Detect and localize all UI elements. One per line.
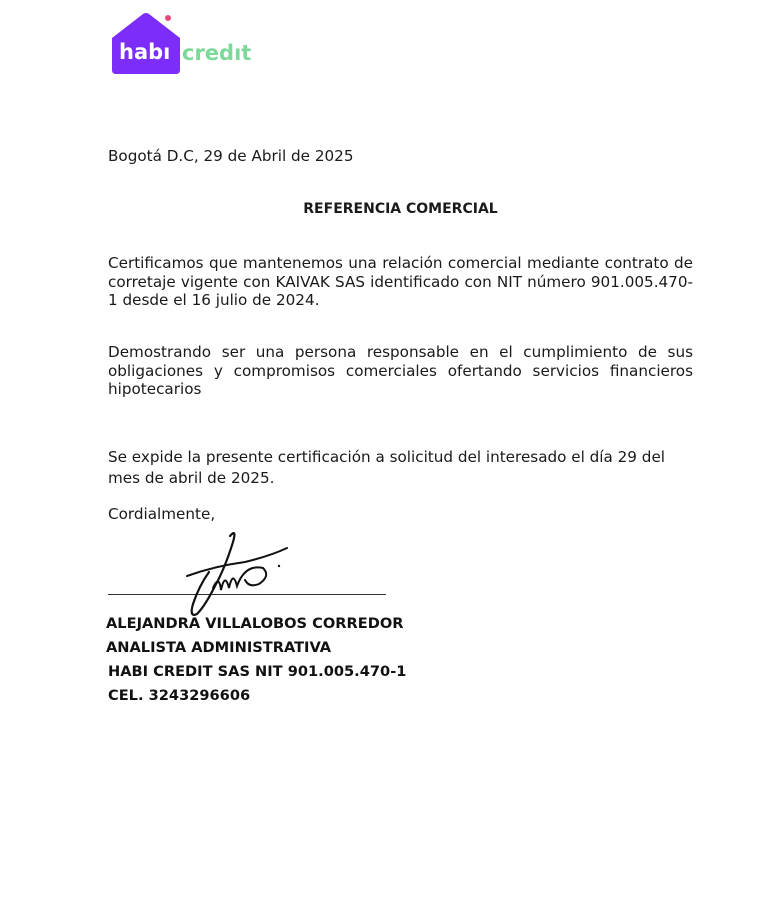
- signer-name: ALEJANDRA VILLALOBOS CORREDOR: [106, 615, 404, 632]
- closing-salutation: Cordialmente,: [108, 505, 216, 523]
- paragraph-relationship: Certificamos que mantenemos una relación comercial mediante contrato de corretaje vigente con KAIVAK SAS identificado con NIT número 901.005.470-1 desde el 16 julio de 2024.: [108, 254, 693, 309]
- date-line: Bogotá D.C, 29 de Abril de 2025: [108, 147, 354, 165]
- svg-text:habı: habı: [119, 40, 171, 64]
- signer-company: HABI CREDIT SAS NIT 901.005.470-1: [108, 663, 407, 680]
- handwritten-signature: [175, 528, 295, 618]
- signer-block: [106, 612, 506, 708]
- svg-text:credıt: credıt: [182, 41, 252, 65]
- document-title: REFERENCIA COMERCIAL: [303, 201, 498, 217]
- signer-role: ANALISTA ADMINISTRATIVA: [106, 639, 332, 656]
- signer-phone: CEL. 3243296606: [108, 687, 251, 704]
- paragraph-responsibility: Demostrando ser una persona responsable en el cumplimiento de sus obligaciones y compromisos comerciales ofertando servicios financieros hipotecarios: [108, 343, 693, 398]
- habi-credit-logo: [110, 8, 260, 78]
- paragraph-issuance: Se expide la presente certificación a solicitud del interesado el día 29 del mes de abril de 2025.: [108, 448, 666, 487]
